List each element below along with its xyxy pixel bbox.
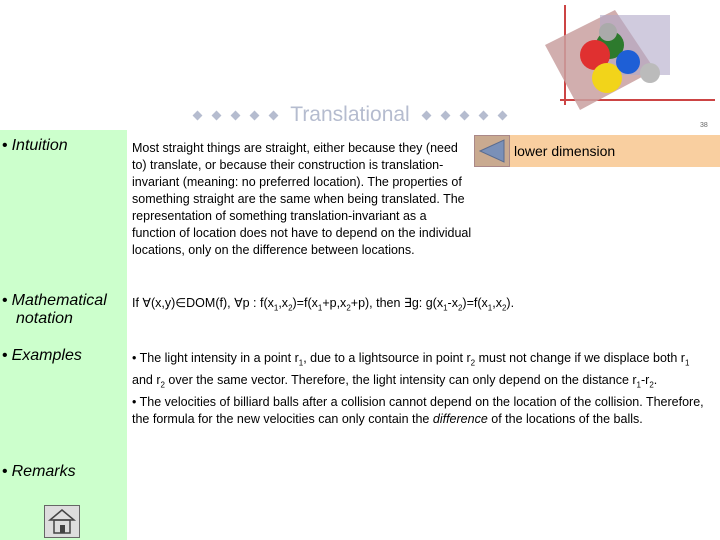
bullet-intuition: • Intuition <box>2 137 68 154</box>
example-billiard-balls: • The velocities of billiard balls after a collision cannot depend on the location of the collision. Therefore, the formula for the new velocities can only contain the difference of the locations of the balls. <box>132 395 704 426</box>
diamond-icon <box>459 110 469 120</box>
lower-dimension-label[interactable]: lower dimension <box>514 143 616 159</box>
intuition-text: Most straight things are straight, either because they (need to) translate, or because their construction is translation-invariant (meaning: no preferred location). The properties of something straight are the same when being translated. The representation of something translation-invariant as a function of location does not have to depend on the individual locations, only on the difference between locations. <box>132 141 472 257</box>
diamond-icon <box>193 110 203 120</box>
page-number: 38 <box>700 122 708 129</box>
math-formula: If ∀(x,y)∈DOM(f), ∀p : $f(x_1,x_2)=f(x_1+p,x_2+p)$, then ∃g: $g(x_1-x_2)=f(x_1,x_2)$. <box>132 296 515 313</box>
home-button[interactable] <box>44 505 80 538</box>
lower-dimension-link[interactable] <box>474 135 720 167</box>
diamond-icon <box>212 110 222 120</box>
diamond-icon <box>478 110 488 120</box>
diamond-icon <box>250 110 260 120</box>
bullet-remarks: • Remarks <box>2 463 76 480</box>
title-text: Translational <box>290 103 410 126</box>
slide-title <box>160 100 540 130</box>
bullet-mathematical-notation: • Mathematical notation <box>2 292 107 327</box>
bullet-examples: • Examples <box>2 347 82 364</box>
diamond-icon <box>440 110 450 120</box>
diamond-icon <box>269 110 279 120</box>
billiard-balls-logo <box>540 0 720 115</box>
example-light-intensity: • The light intensity in a point $r_1$, due to a lightsource in point $r_2$ must not change if we displace both $r_1$ and $r_2$ over the same vector. Therefore, the light intensity can only depend on the distance $r_1-r_2$. <box>132 351 690 389</box>
back-arrow-icon <box>477 138 507 164</box>
diamond-icon <box>497 110 507 120</box>
examples-text <box>132 350 712 429</box>
diamond-icon <box>421 110 431 120</box>
back-button[interactable] <box>474 135 510 167</box>
home-icon <box>45 506 79 537</box>
diamond-icon <box>231 110 241 120</box>
